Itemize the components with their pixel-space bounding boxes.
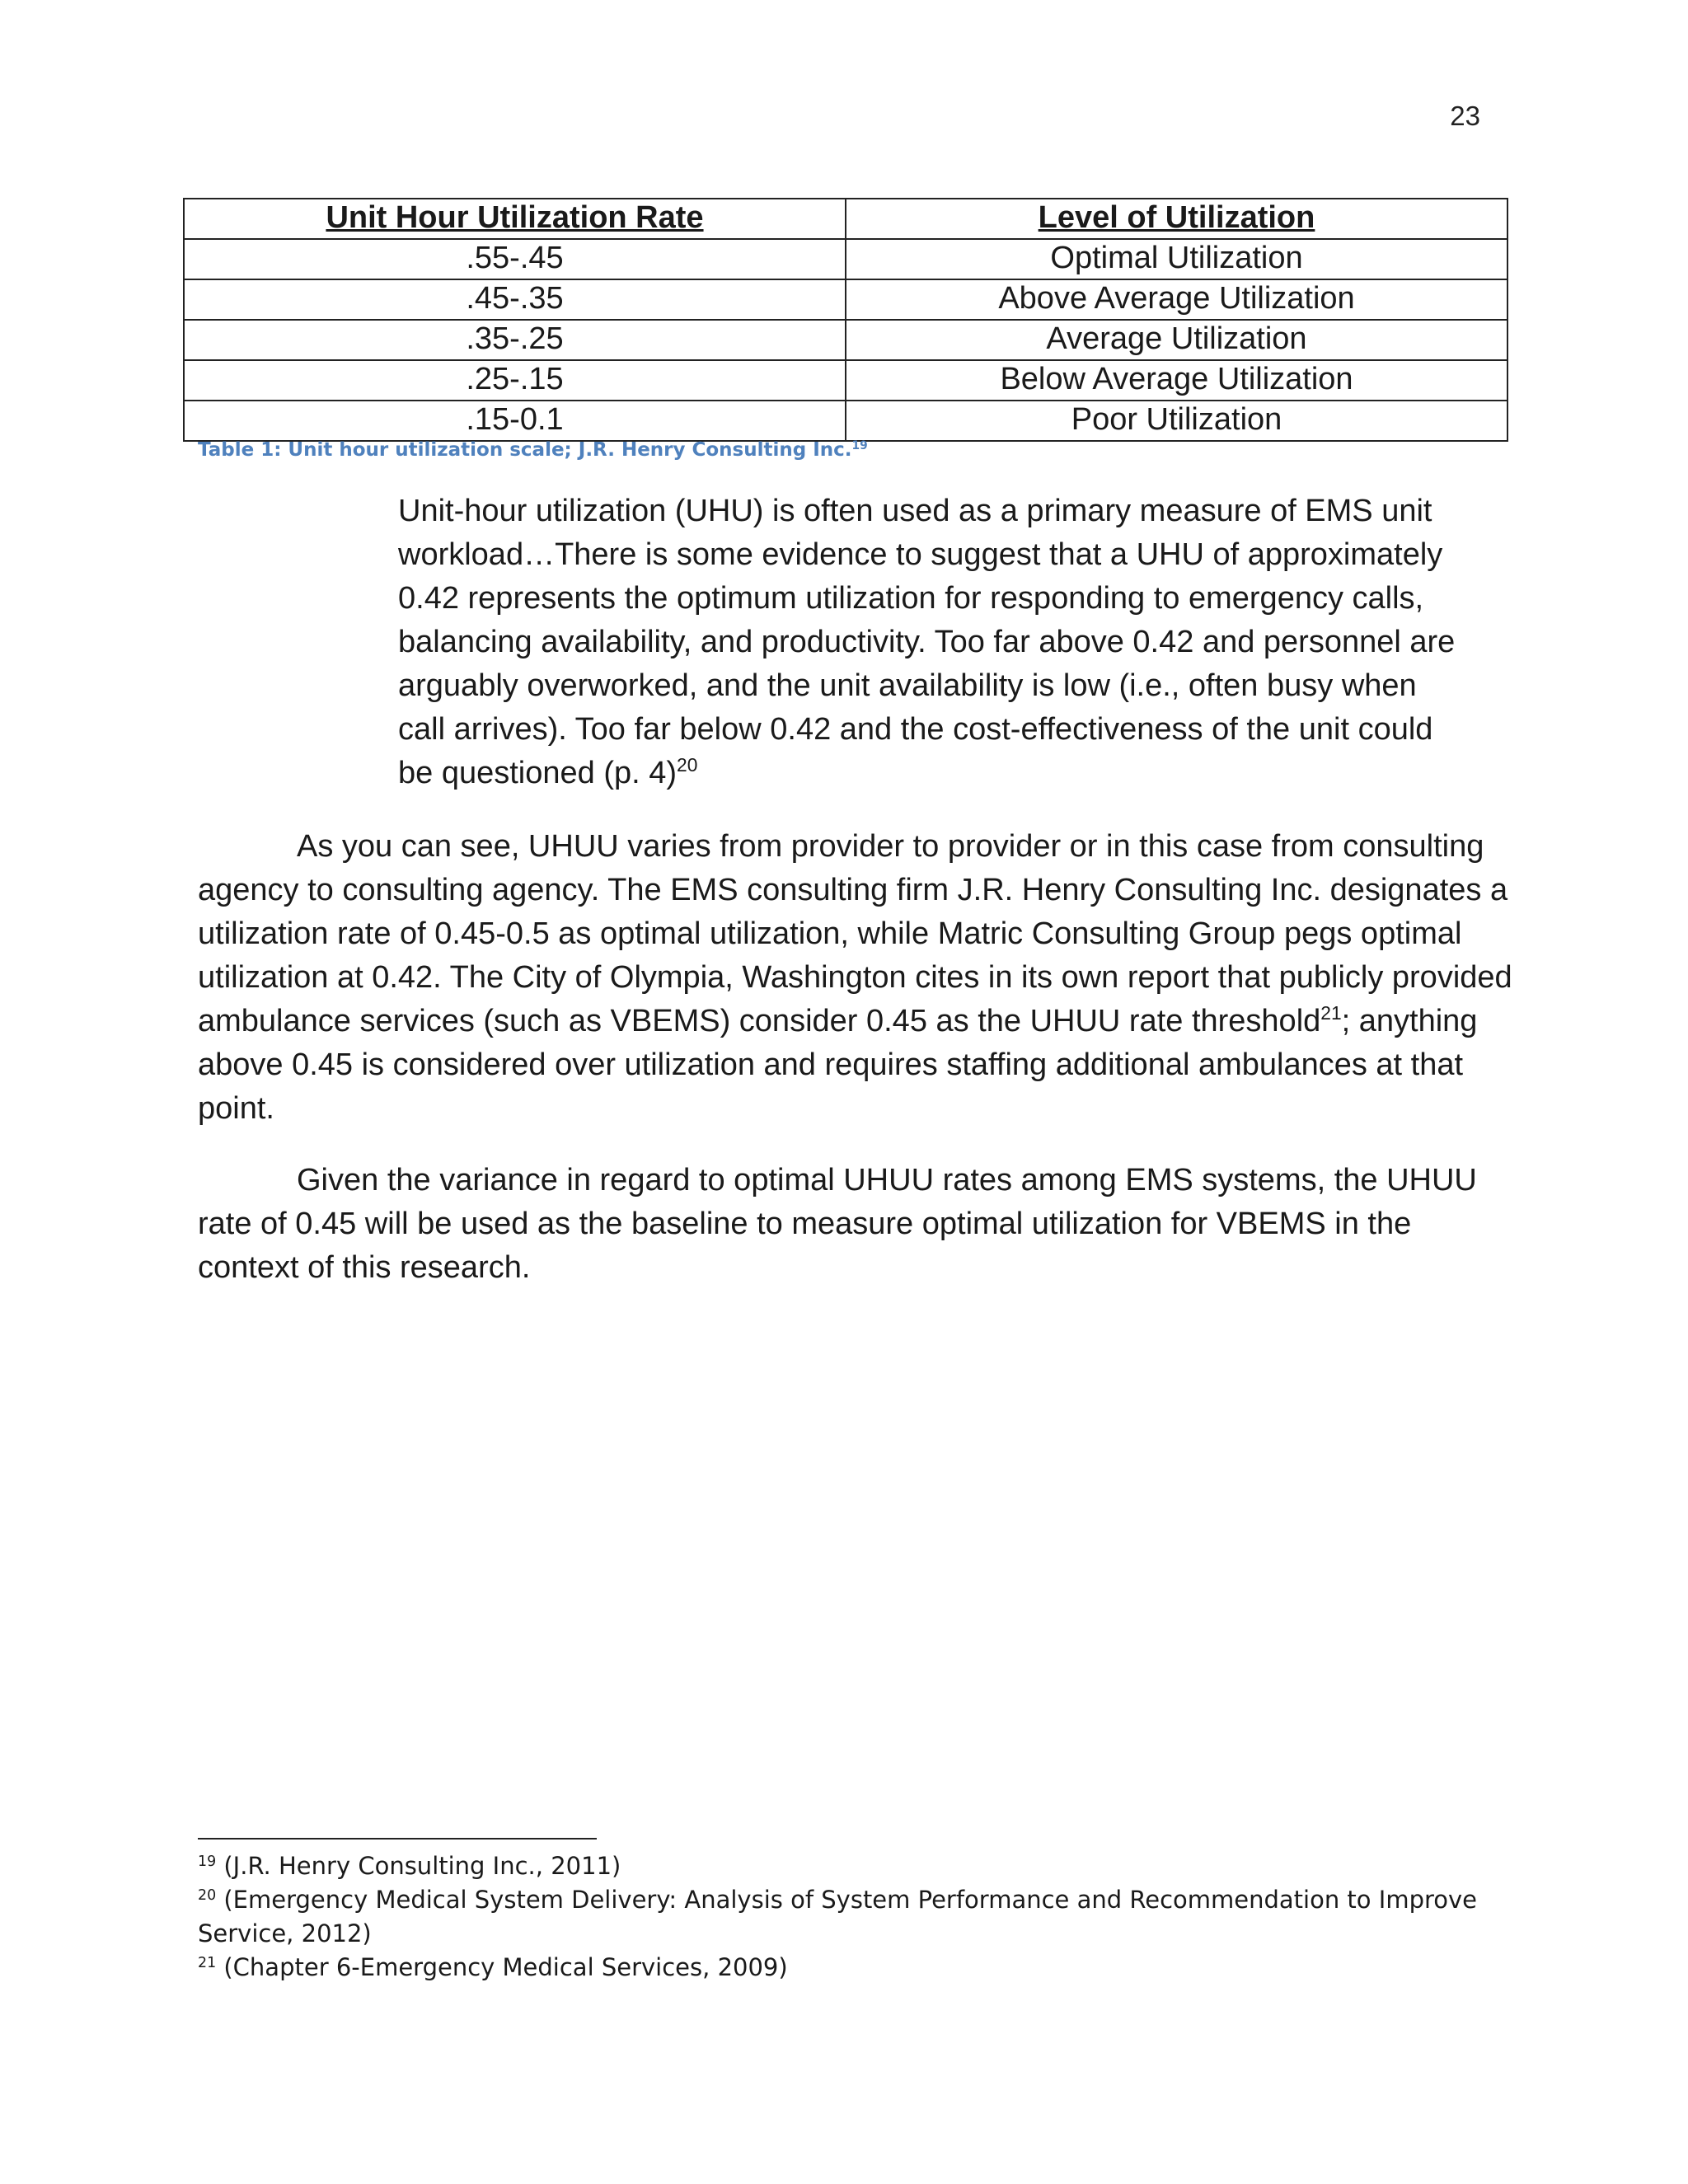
table-header-row (184, 199, 1507, 239)
table-cell-rate: .15-0.1 (184, 401, 846, 441)
body-paragraph-1 (198, 825, 1517, 1131)
footnotes (198, 1849, 1517, 1985)
table-row (184, 239, 1507, 279)
footnote (198, 1951, 1517, 1985)
table-caption (198, 439, 868, 461)
table-cell-rate: .45-.35 (184, 279, 846, 320)
table-caption-text: Table 1: Unit hour utilization scale; J.R. Henry Consulting Inc. (198, 439, 852, 461)
header-level: Level of Utilization (1038, 200, 1315, 236)
table-row (184, 401, 1507, 441)
footnote-text: (J.R. Henry Consulting Inc., 2011) (216, 1852, 621, 1880)
table-cell-level: Optimal Utilization (846, 239, 1507, 279)
table-row (184, 279, 1507, 320)
block-quote (398, 490, 1461, 795)
block-quote-text: Unit-hour utilization (UHU) is often used as a primary measure of EMS unit workload…There is some evidence to suggest that a UHU of approximately 0.42 represents the optimum utilization for responding to emergency calls, balancing availability, and productivity. Too far above 0.42 and personnel are arguably overworked, and the unit availability is low (i.e., often busy when call arrives). Too far below 0.42 and the cost-effectiveness of the unit could be questioned (p. 4) (398, 494, 1456, 790)
table-header-cell (184, 199, 846, 239)
table-cell-level: Below Average Utilization (846, 360, 1507, 401)
paragraph-1-text-b: ; anything above 0.45 is considered over utilization and requires staffing additional ambulances at that point. (198, 1004, 1478, 1126)
footnote-separator (198, 1838, 597, 1840)
paragraph-1-text-a: As you can see, UHUU varies from provider to provider or in this case from consulting agency to consulting agency. The EMS consulting firm J.R. Henry Consulting Inc. designates a utilization rate of 0.45-0.5 as optimal utilization, while Matric Consulting Group pegs optimal utilization at 0.42. The City of Olympia, Washington cites in its own report that publicly provided ambulance services (such as VBEMS) consider 0.45 as the UHUU rate threshold (198, 829, 1512, 1038)
footnote-number: 19 (198, 1853, 217, 1870)
header-rate: Unit Hour Utilization Rate (326, 200, 704, 236)
body-paragraph-2: Given the variance in regard to optimal UHUU rates among EMS systems, the UHUU rate of 0.45 will be used as the baseline to measure optimal utilization for VBEMS in the context of this research. (198, 1163, 1477, 1285)
table-row (184, 360, 1507, 401)
utilization-table-container (183, 198, 1508, 442)
footnote-number: 21 (198, 1954, 217, 1971)
block-quote-footnote-ref: 20 (677, 754, 698, 776)
footnote-number: 20 (198, 1886, 217, 1904)
footnote (198, 1883, 1517, 1951)
table-row (184, 320, 1507, 360)
table-cell-rate: .25-.15 (184, 360, 846, 401)
table-header-cell (846, 199, 1507, 239)
paragraph-1-footnote-ref: 21 (1320, 1002, 1342, 1024)
table-cell-level: Average Utilization (846, 320, 1507, 360)
table-cell-rate: .55-.45 (184, 239, 846, 279)
page-number: 23 (1450, 101, 1480, 131)
table-cell-rate: .35-.25 (184, 320, 846, 360)
footnote-text: (Emergency Medical System Delivery: Analysis of System Performance and Recommendation to Improve Service, 2012) (198, 1886, 1478, 1947)
footnote-text: (Chapter 6-Emergency Medical Services, 2009) (216, 1953, 788, 1981)
table-cell-level: Above Average Utilization (846, 279, 1507, 320)
footnote (198, 1849, 1517, 1883)
table-cell-level: Poor Utilization (846, 401, 1507, 441)
table-caption-footnote-ref: 19 (851, 438, 868, 452)
utilization-table (183, 198, 1508, 442)
